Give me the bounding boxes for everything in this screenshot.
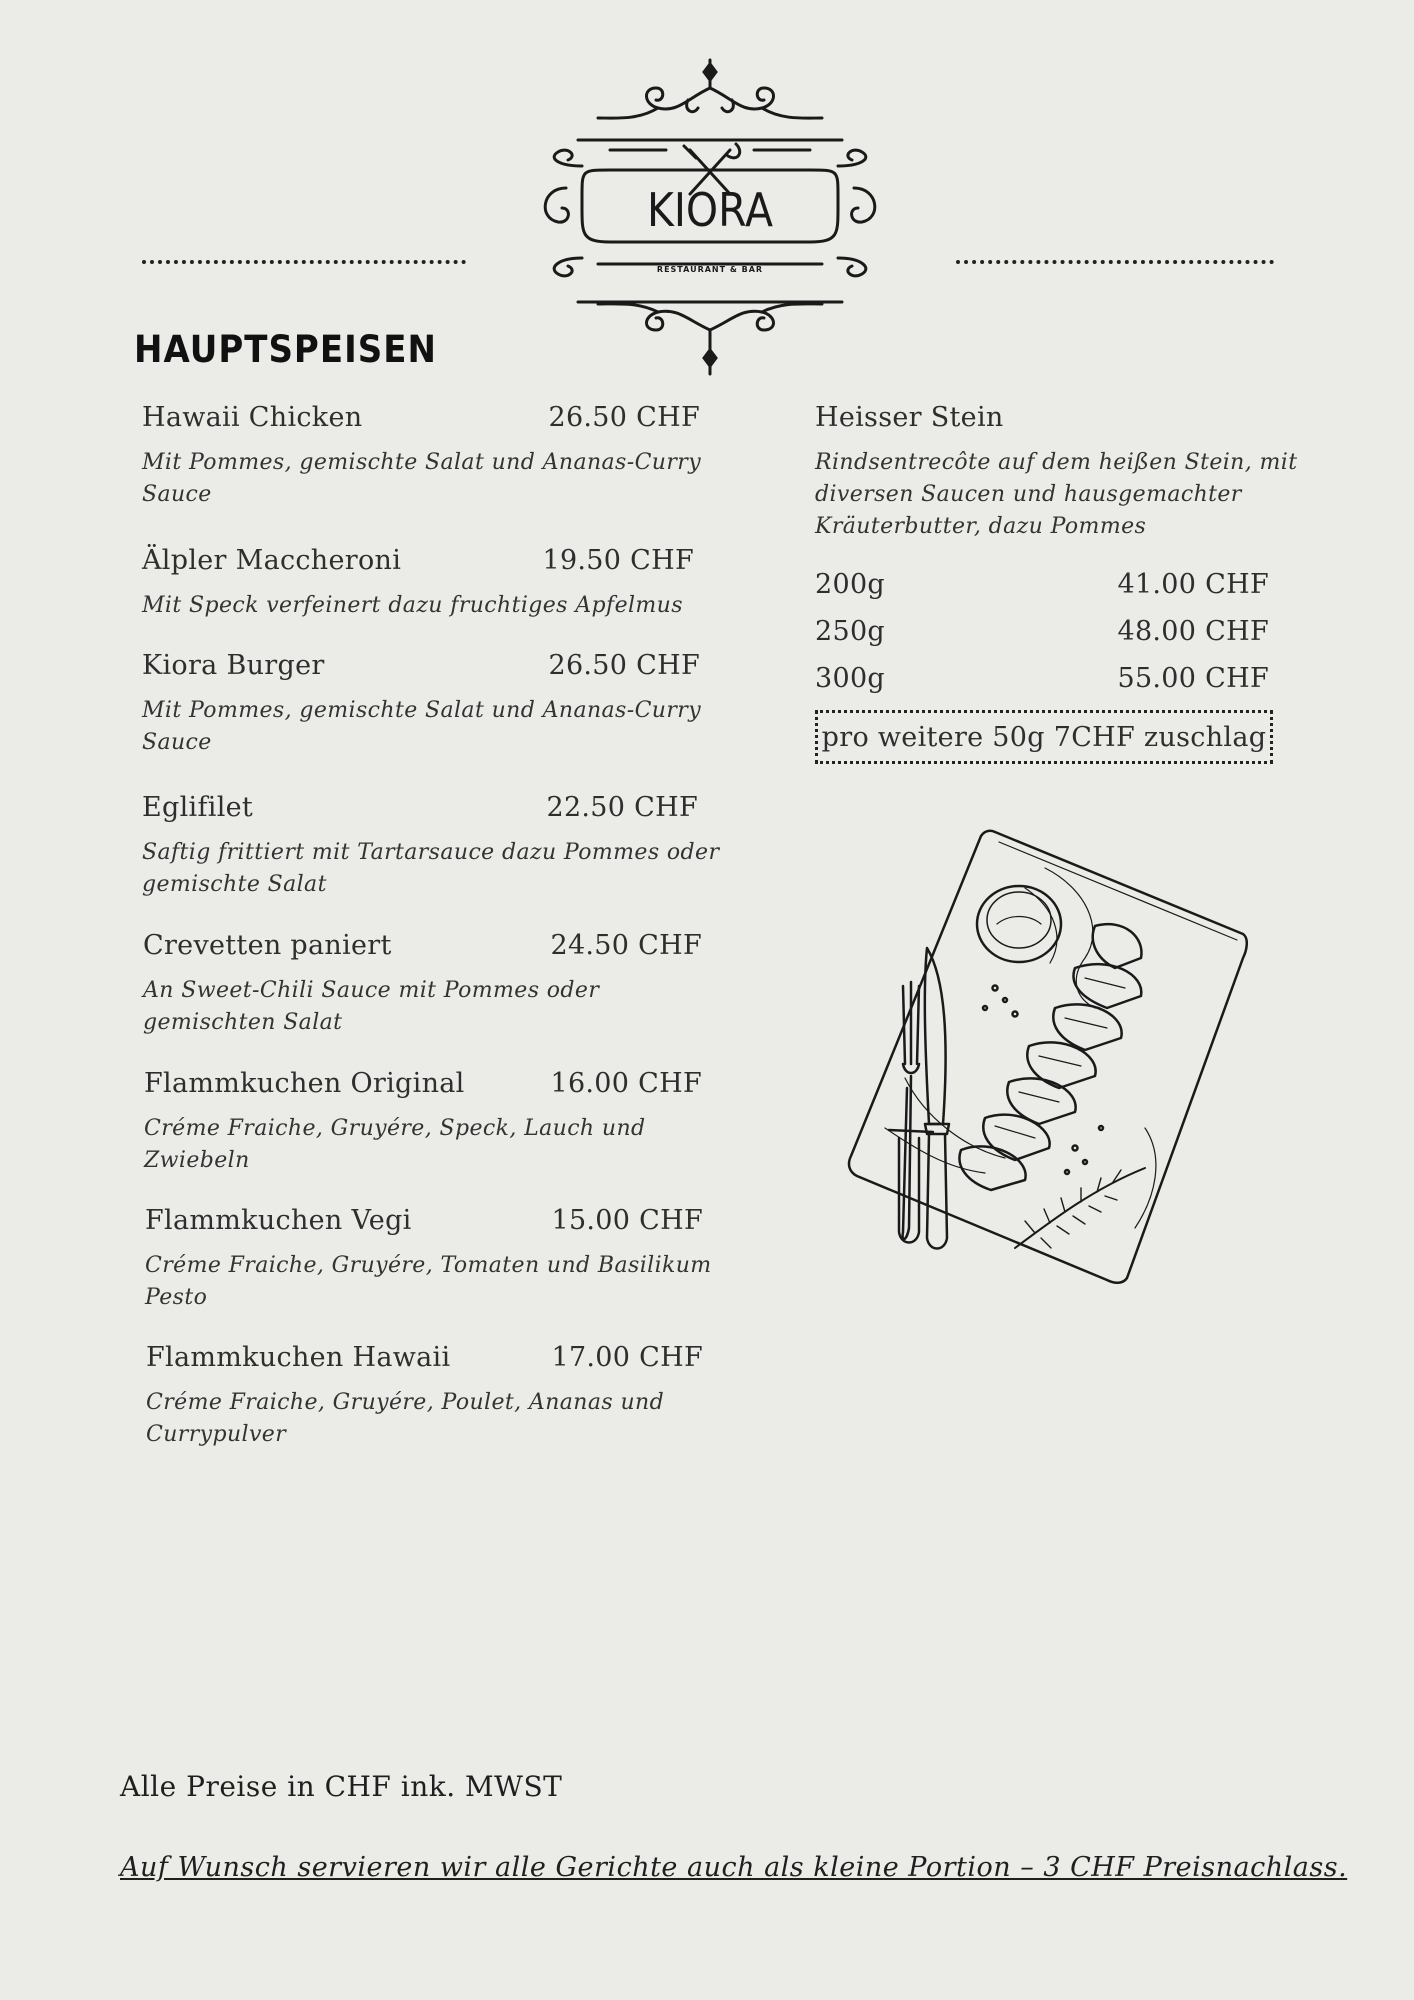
menu-item bbox=[142, 650, 700, 759]
menu-item bbox=[143, 930, 702, 1039]
item-description: Créme Fraiche, Gruyére, Poulet, Ananas und Currypulver bbox=[146, 1390, 665, 1447]
item-name: Flammkuchen Hawaii bbox=[146, 1342, 451, 1373]
size-price: 41.00 CHF bbox=[1117, 569, 1269, 600]
item-description: Mit Pommes, gemischte Salat und Ananas-Curry Sauce bbox=[142, 698, 702, 755]
item-description: Créme Fraiche, Gruyére, Tomaten und Basilikum Pesto bbox=[145, 1253, 712, 1310]
stein-title: Heisser Stein bbox=[815, 402, 1004, 433]
item-price: 19.50 CHF bbox=[542, 545, 694, 576]
menu-item bbox=[146, 1342, 703, 1451]
menu-item bbox=[142, 402, 700, 511]
item-name: Hawaii Chicken bbox=[142, 402, 363, 433]
item-price: 15.00 CHF bbox=[551, 1205, 703, 1236]
size-row bbox=[815, 561, 1269, 608]
item-name: Eglifilet bbox=[142, 792, 254, 823]
size-price: 55.00 CHF bbox=[1117, 663, 1269, 694]
item-description: Mit Speck verfeinert dazu fruchtiges Apfelmus bbox=[142, 593, 683, 618]
size-row bbox=[815, 655, 1269, 702]
item-name: Crevetten paniert bbox=[143, 930, 392, 961]
dotted-rule-right bbox=[956, 260, 1274, 264]
item-price: 26.50 CHF bbox=[548, 402, 700, 433]
item-description: Mit Pommes, gemischte Salat und Ananas-Curry Sauce bbox=[142, 450, 702, 507]
section-title: HAUPTSPEISEN bbox=[134, 328, 437, 372]
prices-note: Alle Preise in CHF ink. MWST bbox=[120, 1770, 563, 1803]
size-weight: 250g bbox=[815, 616, 886, 647]
item-description: An Sweet-Chili Sauce mit Pommes oder gemischten Salat bbox=[143, 978, 600, 1035]
steak-board-illustration bbox=[845, 828, 1265, 1284]
item-name: Flammkuchen Original bbox=[144, 1068, 465, 1099]
heisser-stein-section bbox=[815, 402, 1335, 764]
menu-item bbox=[142, 545, 694, 622]
item-price: 17.00 CHF bbox=[551, 1342, 703, 1373]
item-description: Créme Fraiche, Gruyére, Speck, Lauch und Zwiebeln bbox=[144, 1116, 646, 1173]
kiora-logo bbox=[538, 58, 882, 384]
size-weight: 300g bbox=[815, 663, 886, 694]
stein-size-list bbox=[815, 561, 1269, 702]
item-name: Älpler Maccheroni bbox=[142, 545, 402, 576]
item-price: 22.50 CHF bbox=[546, 792, 698, 823]
stein-description: Rindsentrecôte auf dem heißen Stein, mit diversen Saucen und hausgemachter Kräuterbutter, dazu Pommes bbox=[815, 450, 1298, 539]
menu-item bbox=[142, 792, 720, 901]
dotted-rule-left bbox=[142, 260, 466, 264]
extra-weight-note: pro weitere 50g 7CHF zuschlag bbox=[815, 710, 1273, 764]
size-row bbox=[815, 608, 1269, 655]
item-description: Saftig frittiert mit Tartarsauce dazu Pommes oder gemischte Salat bbox=[142, 840, 720, 897]
menu-item bbox=[145, 1205, 712, 1314]
item-price: 24.50 CHF bbox=[550, 930, 702, 961]
item-price: 26.50 CHF bbox=[548, 650, 700, 681]
logo-tagline: RESTAURANT & BAR bbox=[656, 265, 764, 274]
item-price: 16.00 CHF bbox=[550, 1068, 702, 1099]
size-weight: 200g bbox=[815, 569, 886, 600]
item-name: Flammkuchen Vegi bbox=[145, 1205, 412, 1236]
item-name: Kiora Burger bbox=[142, 650, 325, 681]
size-price: 48.00 CHF bbox=[1117, 616, 1269, 647]
menu-item bbox=[144, 1068, 702, 1177]
portion-note: Auf Wunsch servieren wir alle Gerichte auch als kleine Portion – 3 CHF Preisnachlass. bbox=[120, 1852, 1348, 1883]
logo-wordmark: KIORA bbox=[647, 183, 774, 237]
